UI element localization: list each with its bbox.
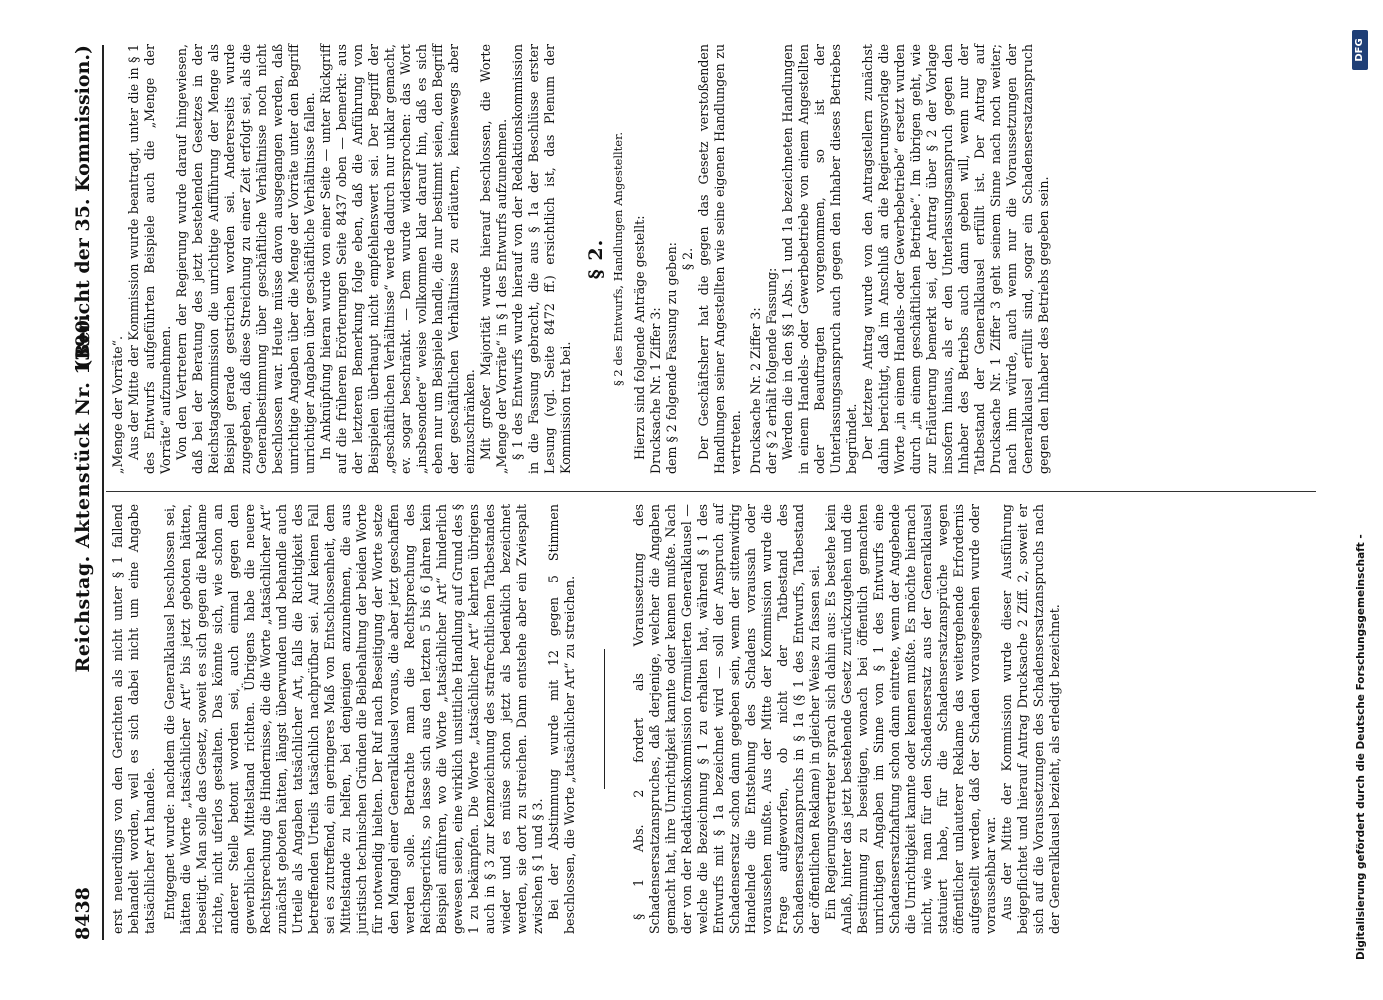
page-number: 8438 [72,887,94,940]
paragraph: Drucksache Nr. 2 Ziffer 3: [748,307,763,474]
paragraph: der § 2 erhält folgende Fassung: [764,267,779,474]
dfg-logo: DFG [1352,30,1368,70]
section-heading: § 2. [585,238,607,280]
digitization-credit: Digitalisierung gefördert durch die Deutsche Forschungsgemeinschaft - [1355,534,1367,960]
header-rule [102,45,104,940]
paragraph: Entgegnet wurde: nachdem die Generalklausel beschlossen sei, hätten die Worte „tatsächlicher Art“ bis jetzt geboten hätten, beseitigt. Man solle das Gesetz, soweit es sich gegen die Reklame richte, nicht uferlos gestalten. Das könnte sich, wie schon an anderer Stelle betont worden sei, auch einmal gegen den gewerblichen Mittelstand richten. Übrigens habe die neuere Rechtsprechung die Hindernisse, die die Worte „tatsächlicher Art“ zunächst geboten hätten, längst überwunden und behandle auch Urteile als Angaben tatsächlicher Art, falls die Richtigkeit des betreffenden Urteils tatsächlich nachprüfbar sei. Auf keinen Fall sei es zutreffend, ein geringeres Maß von Entschlossenheit, dem Mittelstande zu helfen, bei denjenigen anzunehmen, die aus juristisch technischen Gründen die Beibehaltung der beiden Worte für notwendig hielten. Der Ruf nach Beseitigung der Worte setze den Mangel einer Generalklausel voraus, die aber jetzt geschaffen werden solle. Betrachte man die Rechtsprechung des Reichsgerichts, so lasse sich aus den letzten 5 bis 6 Jahren kein Beispiel anführen, wo die Worte „tatsächlicher Art“ hinderlich gewesen seien, eine wirklich unsittliche Handlung auf Grund des § 1 zu bekämpfen. Die Worte „tatsächlicher Art“ kehrten übrigens auch in § 3 zur Kennzeichnung des strafrechtlichen Tatbestandes wieder und es müsse schon jetzt als bedenklich bezeichnet werden, sie dort zu streichen. Dann entstehe aber ein Zwiespalt zwischen § 1 und § 3. [162,504,545,934]
paragraph: § 1 Abs. 2 fordert als Voraussetzung des Schadensersatzanspruches, daß derjenige, welcher die Angaben gemacht hat, ihre Unrichtigkeit kannte oder kennen mußte. Nach der von der Redaktionskommission formulierten Generalklausel — welche die Bezeichnung § 1 zu erhalten hat, während § 1 des Entwurfs mit § 1a bezeichnet wird — soll der Anspruch auf Schadensersatz schon dann gegeben sein, wenn der sittenwidrig Handelnde die Entstehung des Schadens voraussah oder voraussehen mußte. Aus der Mitte der Kommission wurde die Frage aufgeworfen, ob nicht der Tatbestand des Schadensersatzanspruchs in § 1a (§ 1 des Entwurfs, Tatbestand der öffentlichen Reklame) in gleicher Weise zu fassen sei. [631,504,822,934]
paragraph: Der letztere Antrag wurde von den Antragstellern zunächst dahin berichtigt, daß im Anschluß an die Regierungsvorlage die Worte „in einem Handels- oder Gewerbebetriebe“ ersetzt wurden durch „in einem geschäftlichen Betriebe“. Im übrigen geht, wie zur Erläuterung bemerkt sei, der Antrag über § 2 der Vorlage insofern hinaus, als er den Unterlassungsanspruch gegen den Inhaber des Betriebs auch dann geben will, wenn nur der Tatbestand der Generalklausel erfüllt ist. Der Antrag auf Drucksache Nr. 1 Ziffer 3 geht seinem Sinne nach noch weiter; nach ihm würde, auch wenn nur die Voraussetzungen der Generalklausel erfüllt sind, sogar ein Schadensersatzanspruch gegen den Inhaber des Betriebs gegeben sein. [860,44,1051,474]
paragraph: Mit großer Majorität wurde hierauf beschlossen, die Worte „Menge der Vorräte“ in § 1 des Entwurfs aufzunehmen. [478,44,509,474]
page-header [66,45,100,940]
paragraph: Der Geschäftsherr hat die gegen das Gesetz verstoßenden Handlungen seiner Angestellten wie seine eigenen Handlungen zu vertreten. [696,44,743,474]
paragraph: In Anknüpfung hieran wurde von einer Seite — unter Rückgriff auf die früheren Erörterungen Seite 8437 oben — bemerkt: aus der letzteren Bemerkung folge eben, daß die Anführung von Beispielen überhaupt nicht empfehlenswert sei. Der Begriff der „geschäftlichen Verhältnisse“ werde dadurch nur unklar gemacht, ev. sogar beschränkt. — Dem wurde widersprochen: das Wort „insbesondere“ weise vollkommen klar darauf hin, daß es sich eben nur um Beispiele handle, die nur bestimmt seien, den Begriff der geschäftlichen Verhältnisse zu erläutern, keineswegs aber einzuschränken. [318,44,477,474]
paragraph: Bei der Abstimmung wurde mit 12 gegen 5 Stimmen beschlossen, die Worte „tatsächlicher Art“ zu streichen. [546,504,577,934]
separator-rule [604,649,605,789]
paragraph: Werden die in den §§ 1 Abs. 1 und 1a bezeichneten Handlungen in einem Handels- oder Gewerbebetriebe von einem Angestellten oder Beauftragten vorgenommen, so ist der Unterlassungsanspruch auch gegen den Inhaber dieses Betriebes begründet. [780,44,859,474]
paragraph: dem § 2 folgende Fassung zu geben: [664,242,679,474]
paragraph: Ein Regierungsvertreter sprach sich dahin aus: Es bestehe kein Anlaß, hinter das jetzt bestehende Gesetz zurückzugehen und die Bestimmung zu beseitigen, wonach bei öffentlich gemachten unrichtigen Angaben im Sinne von § 1 des Entwurfs eine Schadensersatzhaftung schon dann eintrete, wenn der Angebende die Unrichtigkeit kannte oder kennen mußte. Es möchte hiernach nicht, wie man für den Schadensersatz aus der Generalklausel statuiert habe, für die Schadensersatzansprüche wegen öffentlicher unlauterer Reklame das weitergehende Erfordernis aufgestellt werden, daß der Schaden vorausgesehen wurde oder voraussehbar war. [823,504,998,934]
paragraph: Aus der Mitte der Kommission wurde dieser Ausführung beigepflichtet und hierauf Antrag Drucksache 2 Ziff. 2, soweit er sich auf die Voraussetzungen des Schadensersatzanspruchs nach der Generalklausel bezieht, als erledigt bezeichnet. [999,504,1062,934]
section-subheading: § 2 des Entwurfs, Handlungen Angestellter. [611,132,625,386]
page-header-title: Reichstag. Aktenstück Nr. 1390. [72,312,94,673]
column-divider [106,491,1316,492]
paragraph: § 2. [680,247,695,271]
right-column [110,44,1052,474]
paragraph: Drucksache Nr. 1 Ziffer 3: [648,307,663,474]
paragraph: Aus der Mitte der Kommission wurde beantragt, unter die in § 1 des Entwurfs aufgeführten Beispiele auch die „Menge der Vorräte“ aufzunehmen. [126,44,173,474]
paragraph: erst neuerdings von den Gerichten als nicht unter § 1 fallend behandelt worden, weil es sich dabei nicht um eine Angabe tatsächlicher Art handele. [110,504,157,934]
left-column [110,504,1063,934]
paragraph: Von den Vertretern der Regierung wurde darauf hingewiesen, daß bei der Beratung des jetzt bestehenden Gesetzes in der Reichstagskommission die unrichtige Aufführung der Menge als Beispiel gerade gestrichen worden sei. Andererseits wurde zugegeben, daß diese Streichung zu einer Zeit erfolgt sei, als die Generalbestimmung über geschäftliche Verhältnisse noch nicht beschlossen war. Heute müsse davon ausgegangen werden, daß unrichtige Angaben über die Menge der Vorräte unter den Begriff unrichtiger Angaben über geschäftliche Verhältnisse fallen. [174,44,317,474]
paragraph: Hierzu sind folgende Anträge gestellt: [632,215,647,460]
paragraph: § 1 des Entwurfs wurde hierauf von der Redaktionskommission in die Fassung gebracht, die aus § 1a der Beschlüsse erster Lesung (vgl. Seite 8472 ff.) ersichtlich ist, das Plenum der Kommission trat bei. [510,44,573,474]
page-header-section: (Bericht der 35. Kommission.) [72,45,94,369]
paragraph: „Menge der Vorräte“. [110,335,125,474]
